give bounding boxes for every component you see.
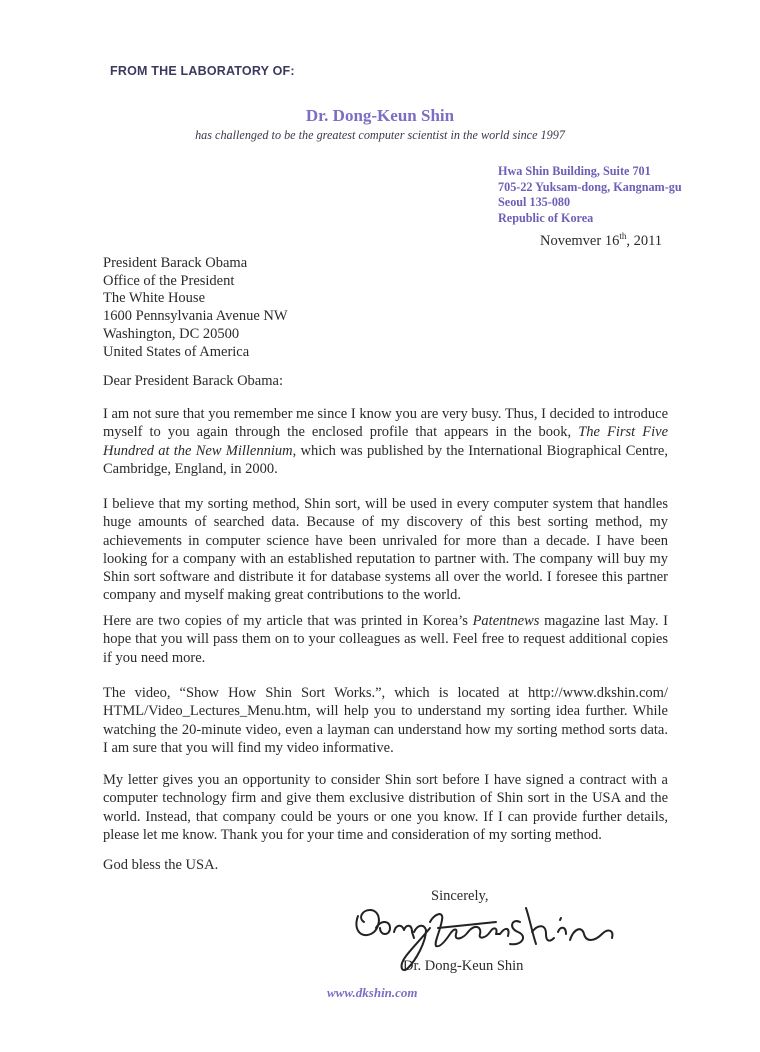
date-year: , 2011 bbox=[626, 233, 663, 249]
salutation: Dear President Barack Obama: bbox=[103, 373, 283, 389]
recipient-line: 1600 Pennsylvania Avenue NW bbox=[103, 308, 288, 325]
recipient-line: Office of the President bbox=[103, 272, 235, 289]
body-paragraph-1 bbox=[103, 405, 668, 478]
body-paragraph-5: My letter gives you an opportunity to consider Shin sort before I have signed a contract with a computer technology firm and give them exclusive distribution of Shin sort in the USA and the world. Instead, that company could be yours or one you know. If I can provide further details, please let me know. Thank you for your time and consideration of my sorting method. bbox=[103, 772, 668, 843]
body-paragraph-3 bbox=[103, 612, 668, 667]
recipient-line: United States of America bbox=[103, 343, 250, 360]
paragraph-text: , which was published by the International Biographical Centre, Cambridge, England, in 2000. bbox=[103, 442, 668, 477]
paragraph-text: Here are two copies of my article that was printed in Korea’s bbox=[103, 613, 473, 629]
recipient-line: Washington, DC 20500 bbox=[103, 325, 240, 342]
website-link[interactable]: www.dkshin.com bbox=[327, 985, 418, 1000]
body-paragraph-4: The video, “Show How Shin Sort Works.”, which is located at http://www.dkshin.com/ HTML/Video_Lectures_Menu.htm, will help you to understand my sorting idea further. While watching the 20-minute video, even a layman can understand how my sorting method sorts data. I am sure that you will find my video informative. bbox=[103, 685, 668, 756]
magazine-title: Patentnews bbox=[472, 613, 540, 629]
letter-date bbox=[540, 233, 662, 250]
address-line: Republic of Korea bbox=[498, 210, 594, 225]
book-title: The First Five Hundred at the New Millennium bbox=[103, 424, 668, 459]
letterhead-name: Dr. Dong-Keun Shin bbox=[305, 106, 455, 125]
paragraph-text: magazine last May. I hope that you will pass them on to your colleagues as well. Feel free to request additional copies if you need more. bbox=[103, 613, 668, 666]
signer-name: Dr. Dong-Keun Shin bbox=[403, 958, 524, 974]
paragraph-text: I am not sure that you remember me since I know you are very busy. Thus, I decided to introduce myself to you again through the enclosed profile that appears in the book, bbox=[103, 406, 668, 441]
body-paragraph-2: I believe that my sorting method, Shin sort, will be used in every computer system that handles huge amounts of searched data. Because of my discovery of this best sorting method, my achievements in computer science have been unrivaled for more than a decade. I have been looking for a company with an established reputation to partner with. The company will buy my Shin sort software and distribute it for database systems all over the world. I foresee this partner company and myself making great contributions to the world. bbox=[103, 496, 668, 604]
date-suffix: th bbox=[619, 231, 627, 242]
date-month-day: Novemver 16 bbox=[540, 233, 620, 249]
sender-address bbox=[498, 164, 682, 226]
address-line: Seoul 135-080 bbox=[498, 195, 571, 209]
closing: Sincerely, bbox=[431, 888, 489, 904]
letterhead-tagline: has challenged to be the greatest computer scientist in the world since 1997 bbox=[195, 128, 565, 142]
recipient-line: President Barack Obama bbox=[103, 255, 248, 271]
lab-heading: FROM THE LABORATORY OF: bbox=[110, 64, 295, 78]
recipient-line: The White House bbox=[103, 290, 206, 307]
address-line: 705-22 Yuksam-dong, Kangnam-gu bbox=[498, 179, 682, 194]
body-paragraph-6: God bless the USA. bbox=[103, 857, 219, 873]
recipient-address bbox=[103, 255, 288, 361]
address-line: Hwa Shin Building, Suite 701 bbox=[498, 164, 651, 178]
